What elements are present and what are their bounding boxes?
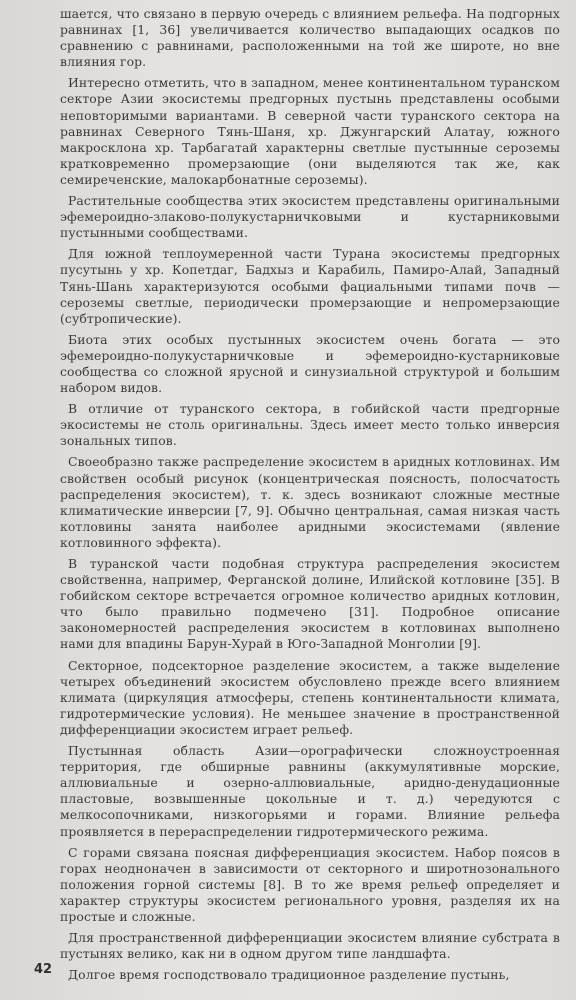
page-number: 42: [34, 962, 53, 977]
paragraph: В туранской части подобная структура распределения экосистем свойственна, например, Ферганской долине, Илийской котловине [35]. В гобийском секторе встречается огромное количество аридных котловин, что было правильно подмечено [31]. Подробное описание закономерностей распределения экосистем в котловинах выполнено нами для впадины Барун-Хурай в Юго-Западной Монголии [9].: [60, 556, 560, 652]
paragraph: Долгое время господствовало традиционное разделение пустынь,: [68, 967, 510, 983]
paragraph: С горами связана поясная дифференциация экосистем. Набор поясов в горах неодноначен в зависимости от секторного и широтнозонального положения горной системы [8]. В то же время рельеф определяет и характер структуры экосистем регионального уровня, разделяя их на простые и сложные.: [60, 844, 560, 924]
paragraph: В отличие от туранского сектора, в гобийской части предгорные экосистемы не столь оригинальны. Здесь имеет место только инверсия зональных типов.: [60, 401, 560, 449]
paragraph: Для пространственной дифференциации экосистем влияние субстрата в пустынях велико, как ни в одном другом типе ландшафта.: [60, 930, 560, 962]
paragraph-continuation: шается, что связано в первую очередь с влиянием рельефа. На подгорных равнинах [1, 36] увеличивается количество выпадающих осадков по сравнению с равнинами, расположенными на той же широте, но вне влияния гор.: [60, 6, 560, 70]
paragraph: Биота этих особых пустынных экосистем очень богата — это эфемероидно-полукустарничковые и эфемероидно-кустарниковые сообщества со сложной ярусной и синузиальной структурой и большим набором видов.: [60, 331, 560, 396]
paragraph: Своеобразно также распределение экосистем в аридных котловинах. Им свойствен особый рисунок (концентрическая поясность, полосчатость распределения экосистем), т. к. здесь возникают сложные местные климатические инверсии [7, 9]. Обычно центральная, самая низкая часть котловины занята наиболее аридными экосистемами (явление котловинного эффекта).: [60, 454, 560, 550]
paragraph: Пустынная область Азии—орографически сложноустроенная территория, где обширные равнины (аккумулятивные морские, аллювиальные и озерно-аллювиальные, аридно-денудационные пластовые, возвышенные цокольные и т. д.) чередуются с мелкосопочниками, низкогорьями и горами. Влияние рельефа проявляется в перераспределении гидротермического режима.: [60, 743, 560, 839]
paragraph: Растительные сообщества этих экосистем представлены оригинальными эфемероидно-злаково-полукустарничковыми и кустарниковыми пустынными сообществами.: [60, 193, 560, 241]
paragraph: Секторное, подсекторное разделение экосистем, а также выделение четырех объединений экосистем обусловлено прежде всего влиянием климата (циркуляция атмосферы, степень континентальности климата, гидротермические условия). Не меньшее значение в пространственной дифференциации экосистем играет рельеф.: [60, 657, 560, 737]
body-text: [60, 6, 560, 988]
paragraph: Интересно отметить, что в западном, менее континентальном туранском секторе Азии экосистемы предгорных пустынь представлены особыми неповторимыми вариантами. В северной части туранского сектора на равнинах Северного Тянь-Шаня, хр. Джунгарский Алатау, южного макросклона хр. Тарбагатай характерны светлые пустынные сероземы кратковременно промерзающие (они выделяются так же, как семиреченские, малокарбонатные сероземы).: [60, 75, 560, 187]
paragraph: Для южной теплоумеренной части Турана экосистемы предгорных пусутынь у хр. Копетдаг, Бадхыз и Карабиль, Памиро-Алай, Западный Тянь-Шань характеризуются особыми фациальными типами почв — сероземы светлые, периодически промерзающие и непромерзающие (субтропические).: [60, 246, 560, 326]
